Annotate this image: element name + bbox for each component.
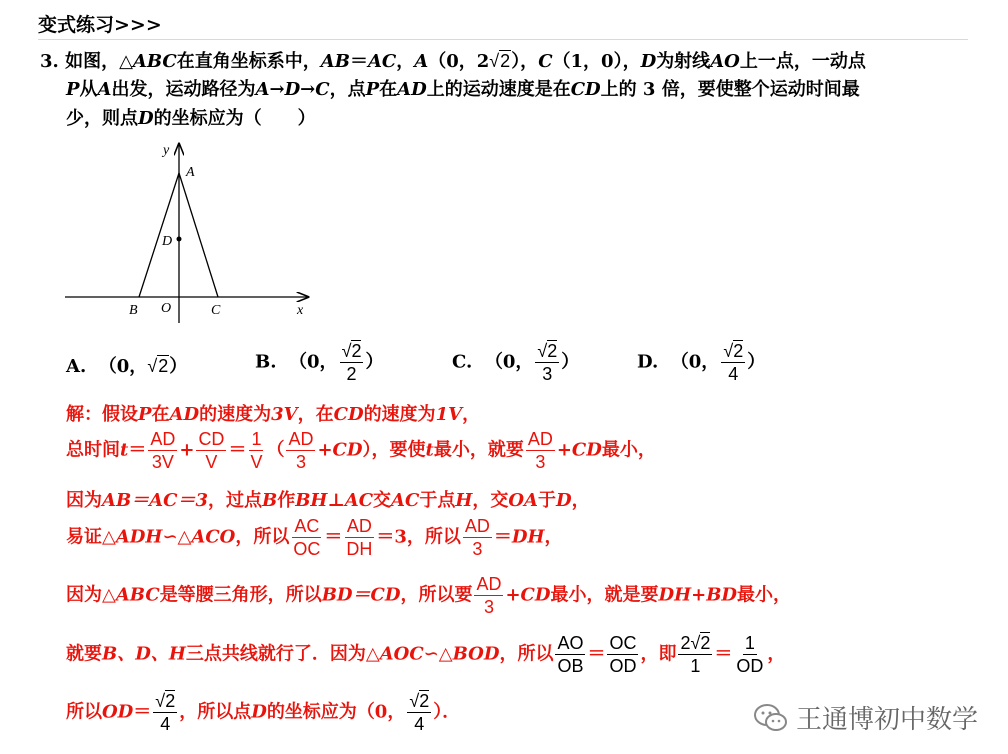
solution-line-6: 就要B、D、H三点共线就行了．因为△AOC∽△BOD，所以 $\frac{AO}{OB}$ ＝ $\frac{OC}{OD}$ ，即 $\frac{2√2}{1}$ ＝ $\frac{1}{OD}$ ，: [66, 633, 786, 676]
label-D: D: [162, 234, 173, 249]
sqrt-sign: √2: [489, 51, 511, 71]
option-c[interactable]: C. （0， $\frac{√2}{3}$ ）: [452, 341, 580, 384]
option-a[interactable]: A. （0，√2）: [66, 356, 188, 377]
section-title: [38, 10, 162, 37]
solution-line-3: 因为AB＝AC＝3，过点B作BH⊥AC交AC于点H，交OA于D，: [66, 490, 590, 511]
option-d[interactable]: D. （0， $\frac{√2}{4}$ ）: [637, 341, 766, 384]
label-x: x: [297, 303, 304, 318]
segment-AB: [139, 173, 179, 297]
label-C: C: [211, 303, 221, 318]
solution-line-4: 易证△ADH∽△ACO，所以 $\frac{AC}{OC}$ ＝ $\frac{AD}{DH}$ ＝3，所以 $\frac{AD}{3}$ ＝DH，: [66, 516, 563, 559]
header-divider: [38, 39, 968, 40]
solution-line-2: 总时间t＝ $\frac{AD}{3V}$ + $\frac{CD}{V}$ ＝ $\frac{1}{V}$ （ $\frac{AD}{3}$ +CD），要使t最小，就要 $\frac{AD}{3}$ +CD最小，: [66, 429, 656, 472]
section-arrows: >>>: [114, 14, 162, 36]
section-title-text: 变式练习: [38, 14, 115, 36]
label-y: y: [163, 143, 170, 158]
wechat-icon: [754, 703, 788, 733]
label-O: O: [161, 301, 172, 316]
option-b[interactable]: B. （0， $\frac{√2}{2}$ ）: [255, 341, 384, 384]
question-line-2: P从A出发，运动路径为A→D→C，点P在AD上的运动速度是在CD上的 3 倍，要使整个运动时间最: [66, 79, 860, 100]
solution-line-5: 因为△ABC是等腰三角形，所以BD＝CD，所以要 $\frac{AD}{3}$ +CD最小，就是要DH+BD最小，: [66, 574, 792, 617]
question-line-1: 3. 如图，△ABC在直角坐标系中，AB＝AC，A（0，2√2），C（1，0），D为射线AO上一点，一动点: [40, 47, 866, 76]
label-A: A: [186, 165, 195, 180]
question-number: 3.: [40, 51, 59, 72]
watermark-text: 王通博初中数学: [795, 705, 978, 735]
question-line-3: 少，则点D的坐标应为（ ）: [66, 108, 316, 129]
label-B: B: [129, 303, 138, 318]
watermark: [754, 699, 978, 736]
solution-line-7: 所以OD＝ $\frac{√2}{4}$ ，所以点D的坐标应为（0， $\frac{√2}{4}$ ）．: [66, 691, 461, 734]
solution-line-1: 解：假设P在AD的速度为3V，在CD的速度为1V，: [66, 404, 481, 425]
segment-AC: [179, 173, 218, 297]
coordinate-figure: [55, 138, 325, 328]
point-D: [177, 237, 182, 242]
